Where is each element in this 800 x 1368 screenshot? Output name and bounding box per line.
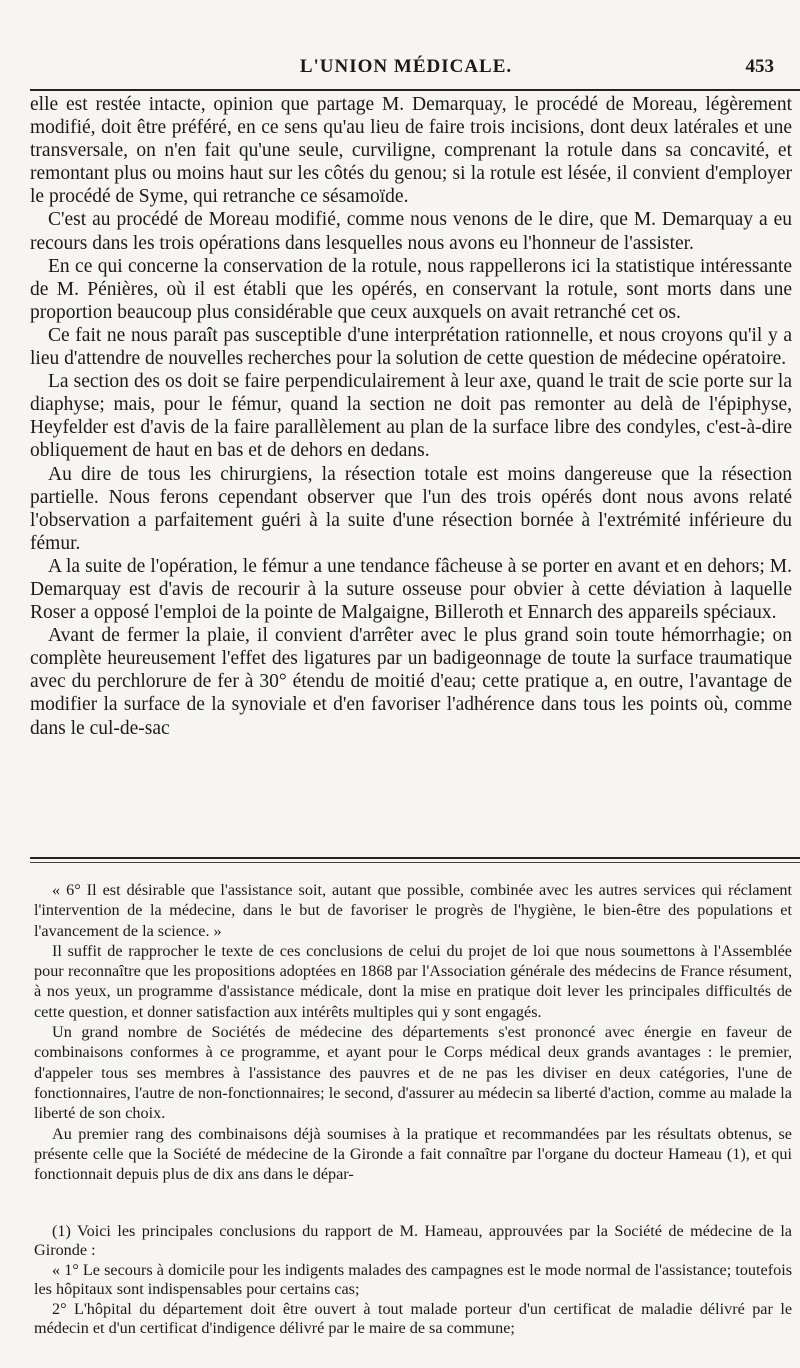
footnote-paragraph: (1) Voici les principales conclusions du rapport de M. Hameau, approuvées par la Société de médecine de la Gironde : (34, 1222, 792, 1260)
footnote-paragraph: 2° L'hôpital du département doit être ouvert à tout malade porteur d'un certificat de maladie délivré par le médecin et d'un certificat d'indigence délivré par le maire de sa commune; (34, 1299, 792, 1338)
header-rule (30, 89, 800, 91)
paragraph: A la suite de l'opération, le fémur a une tendance fâcheuse à se porter en avant et en dehors; M. Demarquay est d'avis de recourir à la suture osseuse pour obvier à cette déviation à laquelle Roser a opposé l'emploi de la pointe de Malgaigne, Billeroth et Ennarch des appareils spéciaux. (30, 555, 792, 624)
page-number: 453 (745, 56, 774, 77)
paragraph: Au premier rang des combinaisons déjà soumises à la pratique et recommandées par les résultats obtenus, se présente celle que la Société de médecine de la Gironde a fait connaître par l'organe du docteur Hameau (1), et qui fonctionnait depuis plus de dix ans dans le dépar- (34, 1124, 792, 1184)
footnote (34, 1222, 792, 1338)
paragraph: « 6° Il est désirable que l'assistance soit, autant que possible, combinée avec les autres services qui réclament l'intervention de la médecine, dans le but de favoriser le progrès de l'hygiène, le bien-être des populations et l'avancement de la science. » (34, 881, 792, 940)
running-title: L'UNION MÉDICALE. (299, 56, 513, 77)
paragraph: En ce qui concerne la conservation de la rotule, nous rappellerons ici la statistique intéressante de M. Pénières, où il est établi que les opérés, en conservant la rotule, sont morts dans une proportion beaucoup plus considérable que ceux auxquels on avait retranché cet os. (30, 255, 792, 323)
paragraph: C'est au procédé de Moreau modifié, comme nous venons de le dire, que M. Demarquay a eu recours dans les trois opérations dans lesquelles nous avons eu l'honneur de l'assister. (30, 209, 792, 254)
paragraph: elle est restée intacte, opinion que partage M. Demarquay, le procédé de Moreau, légèrement modifié, doit être préféré, en ce sens qu'au lieu de faire trois incisions, dont deux latérales et une transversale, on n'en fait qu'une seule, curviligne, comprenant la rotule dans sa concavité, et remontant plus ou moins haut sur les côtés du genou; si la rotule est lésée, il convient d'employer le procédé de Syme, qui retranche ce sésamoïde. (30, 94, 792, 208)
paragraph: Ce fait ne nous paraît pas susceptible d'une interprétation rationnelle, et nous croyons qu'il y a lieu d'attendre de nouvelles recherches pour la solution de cette question de médecine opératoire. (30, 324, 792, 370)
page-header (30, 56, 782, 86)
section-divider (30, 857, 800, 859)
paragraph: Il suffit de rapprocher le texte de ces conclusions de celui du projet de loi que nous soumettons à l'Assemblée pour reconnaître que les propositions adoptées en 1868 par l'Association générale des médecins de France résument, à nos yeux, un programme d'assistance médicale, dont la mise en pratique doit lever les principales difficultés de cette question, et donner satisfaction aux intérêts multiples qui y sont engagés. (34, 941, 792, 1021)
footnote-paragraph: « 1° Le secours à domicile pour les indigents malades des campagnes est le mode normal de l'assistance; toutefois les hôpitaux sont indispensables pour certains cas; (34, 1260, 792, 1299)
paragraph: La section des os doit se faire perpendiculairement à leur axe, quand le trait de scie porte sur la diaphyse; mais, pour le fémur, quand la section ne doit pas remonter au delà de l'épiphyse, Heyfelder est d'avis de la faire parallèlement au plan de la surface libre des condyles, c'est-à-dire obliquement de haut en bas et de dehors en dedans. (30, 371, 792, 462)
paragraph: Avant de fermer la plaie, il convient d'arrêter avec le plus grand soin toute hémorrhagie; on complète heureusement l'effet des ligatures par un badigeonnage de toute la surface traumatique avec du perchlorure de fer à 30° étendu de moitié d'eau; cette pratique a, en outre, l'avantage de modifier la surface de la synoviale et d'en favoriser l'adhérence dans tous les points où, comme dans le cul-de-sac (30, 625, 792, 739)
paragraph: Un grand nombre de Sociétés de médecine des départements s'est prononcé avec énergie en faveur de combinaisons conformes à ce programme, et ayant pour le Corps médical deux grands avantages : le premier, d'appeler tous ses membres à l'assistance des pauvres et de ne pas les diviser en deux catégories, l'une de fonctionnaires, l'autre de non-fonctionnaires; le second, d'assurer au médecin sa liberté d'action, comme au malade la liberté de son choix. (34, 1023, 792, 1123)
main-text (30, 93, 792, 740)
lower-column-text (34, 880, 792, 1184)
paragraph: Au dire de tous les chirurgiens, la résection totale est moins dangereuse que la résection partielle. Nous ferons cependant observer que l'un des trois opérés dont nous avons relaté l'observation a parfaitement guéri à la suite d'une résection bornée à l'extrémité inférieure du fémur. (30, 463, 792, 554)
section-divider-thin (30, 862, 800, 863)
